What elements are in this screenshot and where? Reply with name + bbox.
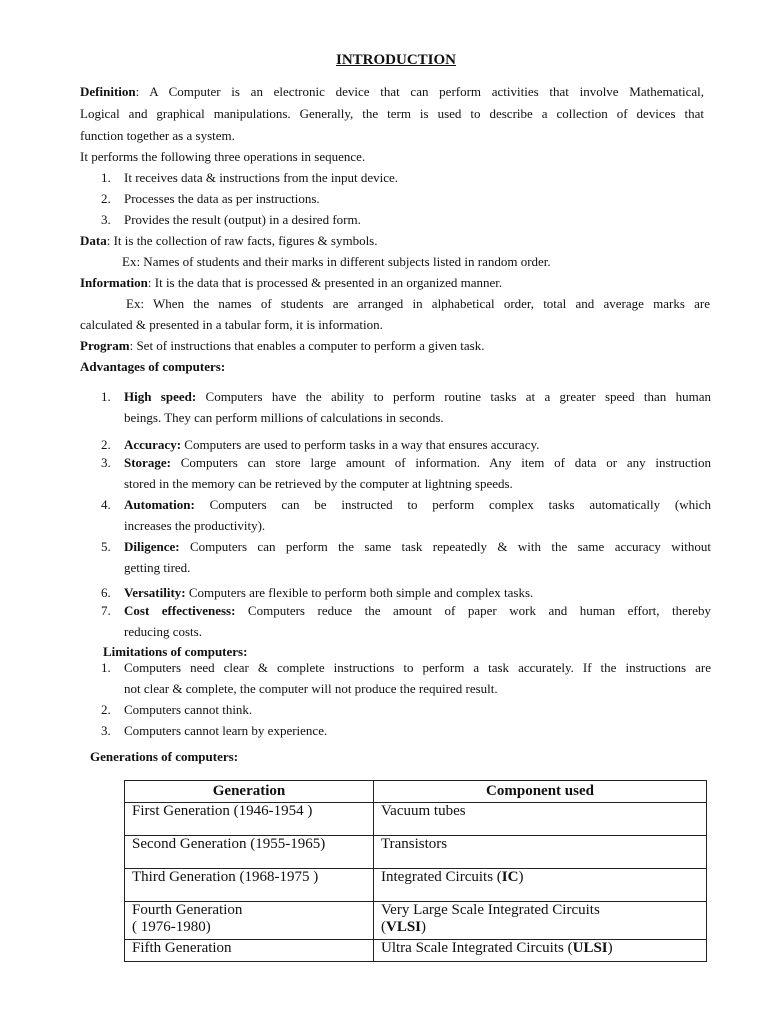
advantage-item: Diligence: Computers can perform the same task repeatedly & with the same accuracy without: [124, 539, 711, 554]
table-row: [125, 940, 707, 962]
column-header-component: Component used: [374, 781, 707, 803]
information-term: Information: [80, 275, 148, 290]
advantage-item: Versatility: Computers are flexible to perform both simple and complex tasks.: [124, 585, 534, 600]
advantage-item: Cost effectiveness: Computers reduce the amount of paper work and human effort, thereby: [124, 603, 712, 618]
advantage-number: 1.: [101, 389, 111, 404]
component-cell: Transistors: [374, 836, 707, 869]
advantage-item-continuation: stored in the memory can be retrieved by the computer at lightning speeds.: [124, 476, 513, 491]
advantage-item-continuation: reducing costs.: [124, 624, 202, 639]
advantage-number: 3.: [101, 455, 111, 470]
advantage-number: 7.: [101, 603, 111, 618]
advantage-item: Accuracy: Computers are used to perform tasks in a way that ensures accuracy.: [124, 437, 540, 452]
definition-line-3: function together as a system.: [80, 128, 235, 143]
limitation-item-continuation: not clear & complete, the computer will not produce the required result.: [124, 681, 498, 696]
advantage-number: 2.: [101, 437, 111, 452]
operations-intro: It performs the following three operations in sequence.: [80, 149, 366, 164]
limitation-item: Computers need clear & complete instructions to perform a task accurately. If the instructions are: [124, 660, 711, 675]
definition-line-2: Logical and graphical manipulations. Generally, the term is used to describe a collection of devices that: [80, 106, 704, 121]
information-definition: Information: It is the data that is processed & presented in an organized manner.: [80, 275, 503, 290]
generation-cell: Third Generation (1968-1975 ): [125, 869, 374, 902]
advantages-heading: Advantages of computers:: [80, 359, 226, 374]
limitation-number: 1.: [101, 660, 111, 675]
definition-term: Definition: [80, 84, 136, 99]
data-example: Ex: Names of students and their marks in different subjects listed in random order.: [122, 254, 551, 269]
limitation-item: Computers cannot learn by experience.: [124, 723, 328, 738]
limitation-number: 3.: [101, 723, 111, 738]
program-definition: Program: Set of instructions that enables a computer to perform a given task.: [80, 338, 485, 353]
table-row: [125, 836, 707, 869]
advantage-number: 6.: [101, 585, 111, 600]
advantage-term: Cost effectiveness:: [124, 603, 236, 618]
column-header-generation: Generation: [125, 781, 374, 803]
advantage-item: High speed: Computers have the ability to perform routine tasks at a greater speed than human: [124, 389, 712, 404]
advantage-item-continuation: increases the productivity).: [124, 518, 266, 533]
limitation-item: Computers cannot think.: [124, 702, 253, 717]
generation-cell: Second Generation (1955-1965): [125, 836, 374, 869]
component-cell: Very Large Scale Integrated Circuits (VLSI): [374, 902, 707, 940]
limitation-number: 2.: [101, 702, 111, 717]
advantage-item: Automation: Computers can be instructed to perform complex tasks automatically (which: [124, 497, 711, 512]
page-title: INTRODUCTION: [335, 52, 456, 68]
operation-number: 1.: [101, 170, 111, 185]
operation-item: It receives data & instructions from the input device.: [124, 170, 398, 185]
advantage-item-continuation: beings. They can perform millions of calculations in seconds.: [124, 410, 444, 425]
generation-cell: First Generation (1946-1954 ): [125, 803, 374, 836]
table-row: [125, 869, 707, 902]
generations-table: [124, 780, 707, 962]
operation-number: 3.: [101, 212, 111, 227]
definition-line-1: Definition: A Computer is an electronic device that can perform activities that involve Mathematical,: [80, 84, 704, 99]
table-row: [125, 803, 707, 836]
advantage-item: Storage: Computers can store large amount of information. Any item of data or any instruction: [124, 455, 711, 470]
table-header-row: [125, 781, 707, 803]
advantage-term: Automation:: [124, 497, 195, 512]
operation-item: Processes the data as per instructions.: [124, 191, 320, 206]
operation-item: Provides the result (output) in a desired form.: [124, 212, 361, 227]
program-term: Program: [80, 338, 130, 353]
generation-cell: Fourth Generation ( 1976-1980): [125, 902, 374, 940]
advantage-term: Versatility:: [124, 585, 186, 600]
advantage-number: 4.: [101, 497, 111, 512]
data-definition: Data: It is the collection of raw facts, figures & symbols.: [80, 233, 378, 248]
advantage-item-continuation: getting tired.: [124, 560, 191, 575]
table-row: [125, 902, 707, 940]
advantage-term: Accuracy:: [124, 437, 182, 452]
advantage-term: High speed:: [124, 389, 197, 404]
generation-cell: Fifth Generation: [125, 940, 374, 962]
information-example-line-1: Ex: When the names of students are arranged in alphabetical order, total and average marks are: [126, 296, 710, 311]
component-cell: Vacuum tubes: [374, 803, 707, 836]
component-cell: Integrated Circuits (IC): [374, 869, 707, 902]
limitations-heading: Limitations of computers:: [103, 644, 248, 659]
operation-number: 2.: [101, 191, 111, 206]
data-term: Data: [80, 233, 107, 248]
component-cell: Ultra Scale Integrated Circuits (ULSI): [374, 940, 707, 962]
generations-heading: Generations of computers:: [90, 749, 239, 764]
advantage-term: Diligence:: [124, 539, 180, 554]
advantage-number: 5.: [101, 539, 111, 554]
advantage-term: Storage:: [124, 455, 171, 470]
information-example-line-2: calculated & presented in a tabular form, it is information.: [80, 317, 383, 332]
